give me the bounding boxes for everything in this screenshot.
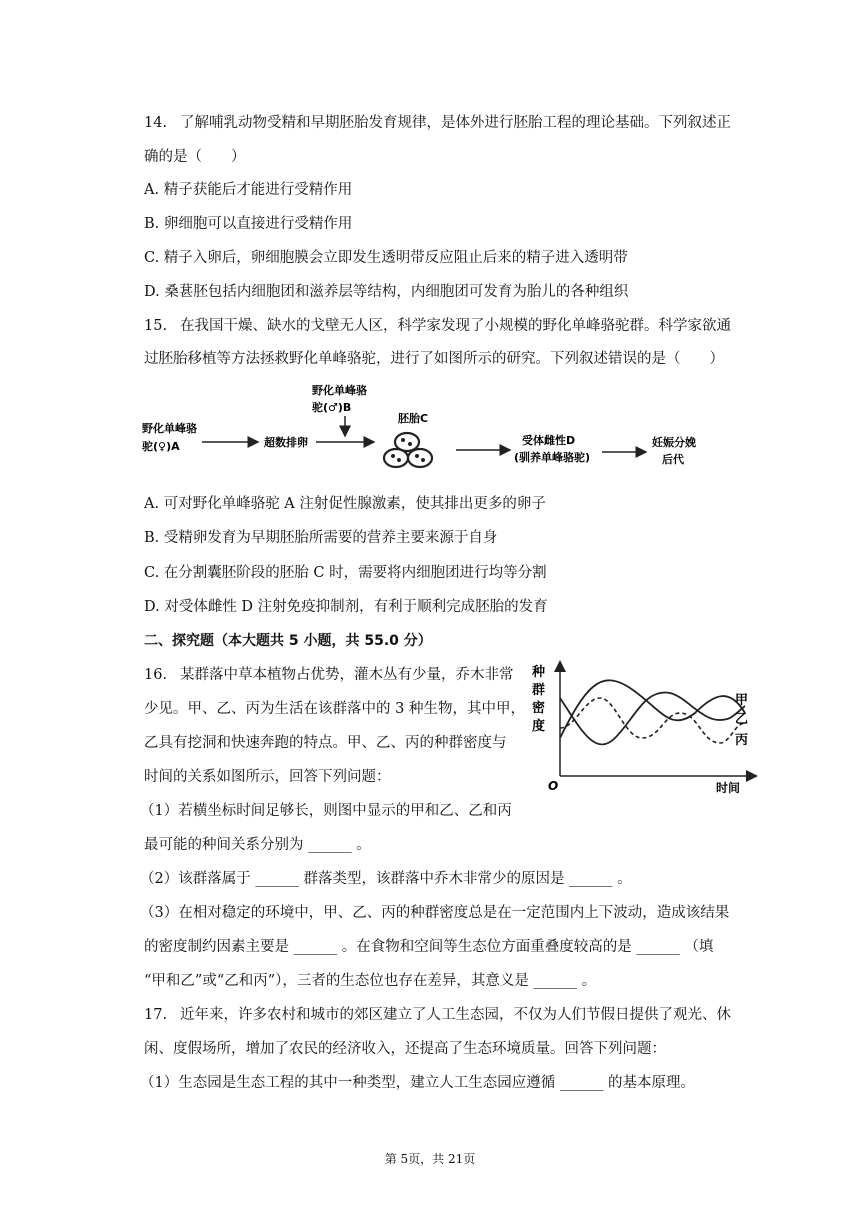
q17-stem-text: 近年来，许多农村和城市的郊区建立了人工生态园，不仅为人们节假日提供了观光、休 bbox=[180, 1007, 731, 1023]
q15-flow-diagram bbox=[140, 380, 740, 480]
offspring-label-1: 妊娠分娩 bbox=[652, 436, 696, 449]
page-footer: 第 5页，共 21页 bbox=[384, 1152, 476, 1166]
male-camel-label-2: 驼(♂)B bbox=[312, 401, 352, 414]
section2-heading: 二、探究题（本大题共 5 小题，共 55.0 分） bbox=[144, 633, 432, 649]
chart-ylabel-char: 密 bbox=[532, 701, 546, 716]
q17-stem-line2: 闲、度假场所，增加了农民的经济收入，还提高了生态环境质量。回答下列问题： bbox=[144, 1041, 666, 1057]
q15-option-b: B. 受精卵发育为早期胚胎所需要的营养主要来源于自身 bbox=[144, 530, 498, 546]
series-yi-label: 乙 bbox=[735, 712, 749, 727]
female-camel-label-1: 野化单峰骆 bbox=[142, 422, 197, 435]
q14-option-a: A. 精子获能后才能进行受精作用 bbox=[144, 182, 353, 198]
q17-stem-line1 bbox=[144, 1005, 731, 1025]
q17-number: 17. bbox=[144, 1007, 168, 1023]
q16-part1-line2: 最可能的种间关系分别为 ______ 。 bbox=[144, 837, 371, 853]
series-bing-label: 丙 bbox=[735, 733, 749, 748]
series-jia-line bbox=[560, 680, 745, 738]
male-camel-label-1: 野化单峰骆 bbox=[312, 384, 367, 397]
embryo-label: 胚胎C bbox=[398, 412, 429, 425]
q15-option-d: D. 对受体雌性 D 注射免疫抑制剂，有利于顺利完成胚胎的发育 bbox=[144, 599, 548, 615]
recipient-label-2: (驯养单峰骆驼) bbox=[514, 451, 591, 464]
recipient-label-1: 受体雌性D bbox=[522, 434, 576, 447]
chart-ylabel-char: 度 bbox=[532, 719, 546, 734]
q14-stem-line2: 确的是（ ） bbox=[144, 149, 246, 165]
q14-stem-text: 了解哺乳动物受精和早期胚胎发育规律，是体外进行胚胎工程的理论基础。下列叙述正 bbox=[180, 115, 731, 131]
q16-number: 16. bbox=[144, 667, 168, 683]
q15-option-a: A. 可对野化单峰骆驼 A 注射促性腺激素，使其排出更多的卵子 bbox=[144, 496, 546, 512]
q16-stem-text: 某群落中草本植物占优势，灌木丛有少量，乔木非常 bbox=[180, 667, 514, 683]
embryo-cells-icon bbox=[384, 433, 432, 467]
q14-stem-line1 bbox=[144, 113, 731, 133]
q14-number: 14. bbox=[144, 115, 168, 131]
q14-option-b: B. 卵细胞可以直接进行受精作用 bbox=[144, 216, 353, 232]
chart-ylabel bbox=[531, 664, 546, 734]
population-density-chart bbox=[530, 658, 760, 798]
superovulation-label: 超数排卵 bbox=[264, 436, 308, 449]
chart-xlabel: 时间 bbox=[716, 781, 741, 795]
q16-stem-line2: 少见。甲、乙、丙为生活在该群落中的 3 种生物，其中甲， bbox=[144, 701, 525, 717]
q14-option-c: C. 精子入卵后，卵细胞膜会立即发生透明带反应阻止后来的精子进入透明带 bbox=[144, 250, 628, 266]
chart-origin-label: O bbox=[548, 779, 559, 793]
q16-stem-line1 bbox=[144, 665, 514, 685]
offspring-label-2: 后代 bbox=[662, 453, 684, 466]
q15-stem-line2: 过胚胎移植等方法拯救野化单峰骆驼，进行了如图所示的研究。下列叙述错误的是（ ） bbox=[144, 351, 724, 367]
q16-stem-line4: 时间的关系如图所示，回答下列问题： bbox=[144, 769, 391, 785]
q15-option-c: C. 在分割囊胚阶段的胚胎 C 时，需要将内细胞团进行均等分割 bbox=[144, 565, 547, 581]
q16-part1-line1: （1）若横坐标时间足够长，则图中显示的甲和乙、乙和丙 bbox=[140, 803, 512, 819]
q16-part3-line2: 的密度制约因素主要是 ______ 。在食物和空间等生态位方面重叠度较高的是 ______ （填 bbox=[144, 939, 714, 955]
q15-stem-text: 在我国干燥、缺水的戈壁无人区，科学家发现了小规模的野化单峰骆驼群。科学家欲通 bbox=[180, 318, 731, 334]
series-jia-label: 甲 bbox=[735, 693, 749, 708]
female-camel-label-2: 驼(♀)A bbox=[142, 440, 180, 453]
chart-ylabel-char: 种 bbox=[532, 665, 546, 680]
q17-part1: （1）生态园是生态工程的其中一种类型，建立人工生态园应遵循 ______ 的基本原理。 bbox=[140, 1075, 695, 1091]
chart-ylabel-char: 群 bbox=[532, 683, 546, 698]
q16-stem-line3: 乙具有挖洞和快速奔跑的特点。甲、乙、丙的种群密度与 bbox=[144, 735, 507, 751]
q16-part2: （2）该群落属于 ______ 群落类型，该群落中乔木非常少的原因是 ______ 。 bbox=[140, 871, 632, 887]
q15-number: 15. bbox=[144, 318, 168, 334]
series-yi-line bbox=[560, 692, 745, 744]
q15-stem-line1 bbox=[144, 316, 731, 336]
q16-part3-line1: （3）在相对稳定的环境中，甲、乙、丙的种群密度总是在一定范围内上下波动，造成该结果 bbox=[140, 905, 730, 921]
q16-part3-line3: “甲和乙”或“乙和丙”），三者的生态位也存在差异，其意义是 ______ 。 bbox=[144, 973, 597, 989]
q14-option-d: D. 桑葚胚包括内细胞团和滋养层等结构，内细胞团可发育为胎儿的各种组织 bbox=[144, 284, 629, 300]
